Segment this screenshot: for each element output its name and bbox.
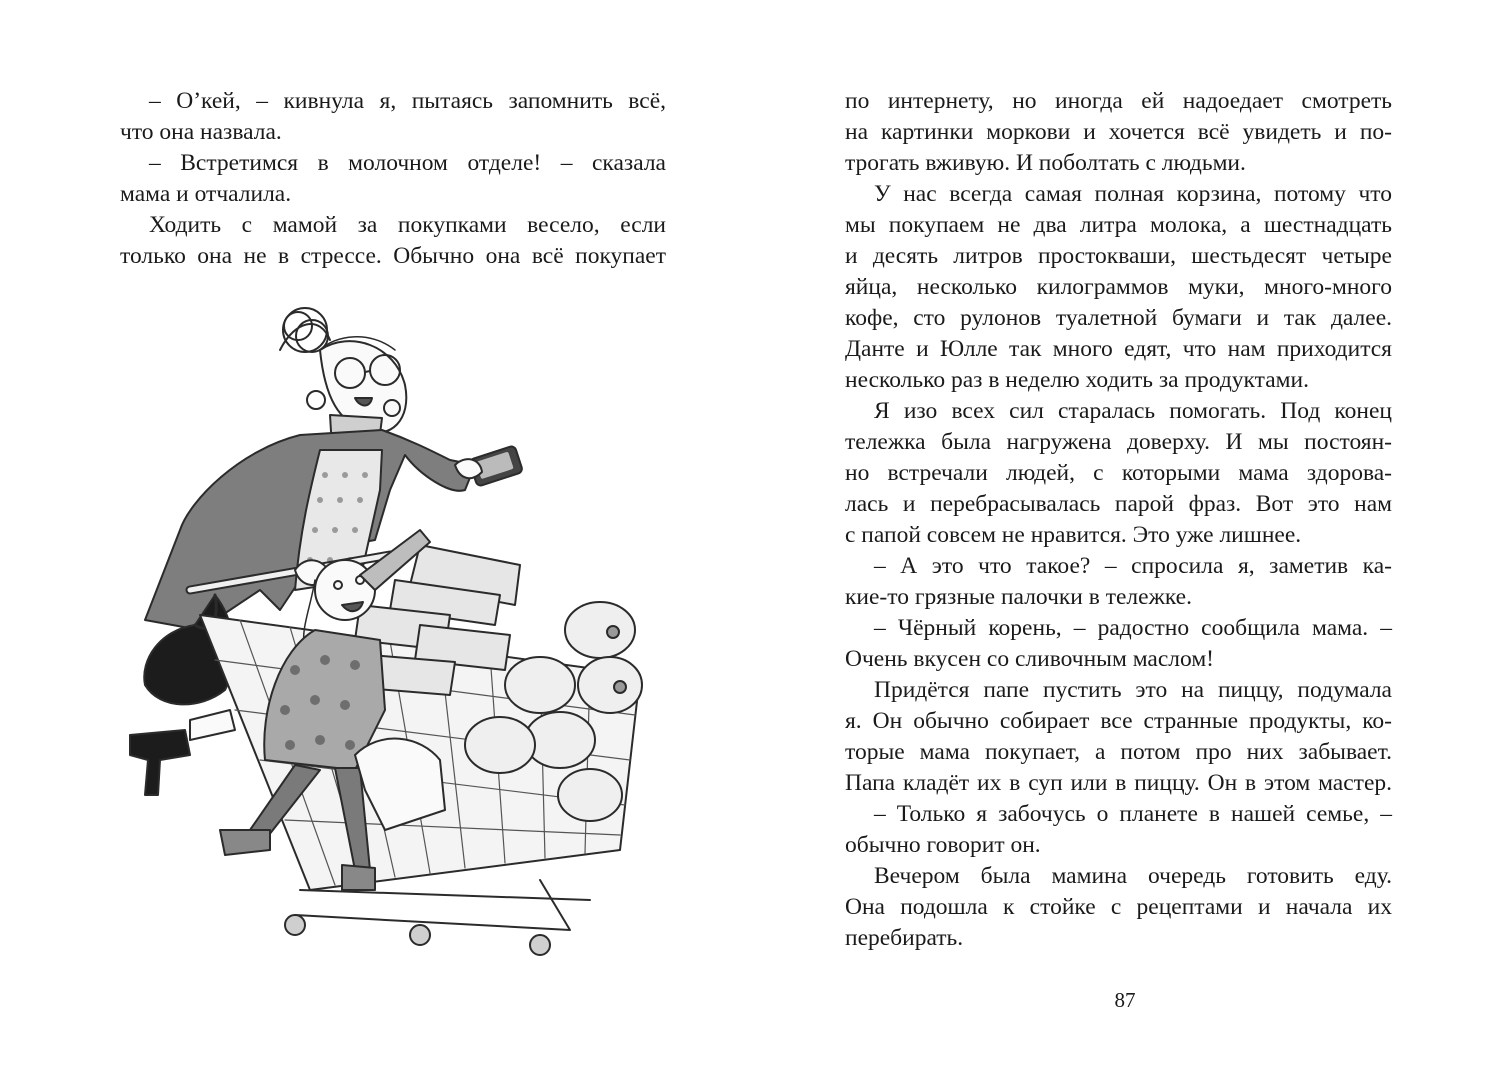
text-line: Папа кладёт их в суп или в пиццу. Он в этом мастер. <box>845 770 1392 796</box>
text-line: и десять литров простокваши, шестьдесят четыре <box>845 243 1392 269</box>
text-line: Данте и Юлле так много едят, что нам приходится <box>845 336 1392 362</box>
cart-wheel <box>410 925 430 945</box>
text-line: на картинки моркови и хочется всё увидеть и по- <box>845 119 1392 145</box>
text-line: торые мама покупает, а потом про них забывает. <box>845 739 1392 765</box>
text-line: У нас всегда самая полная корзина, потому что <box>874 181 1392 207</box>
text-line: – Только я забочусь о планете в нашей семье, – <box>874 801 1392 827</box>
text-line: с папой совсем не нравится. Это уже лишнее. <box>845 522 1302 548</box>
text-line: по интернету, но иногда ей надоедает смотреть <box>845 88 1392 114</box>
text-line: перебирать. <box>845 925 964 951</box>
text-line: кофе, сто рулонов туалетной бумаги и так далее. <box>845 305 1392 331</box>
text-line: Ходить с мамой за покупками весело, если <box>149 212 666 238</box>
text-line: несколько раз в неделю ходить за продуктами. <box>845 367 1309 393</box>
text-line: лась и перебрасывалась парой фраз. Вот это нам <box>845 491 1392 517</box>
shopping-cart-illustration <box>120 290 680 980</box>
text-line: что она назвала. <box>120 119 282 145</box>
text-line: Вечером была мамина очередь готовить еду. <box>874 863 1392 889</box>
text-line: Она подошла к стойке с рецептами и начала их <box>845 894 1392 920</box>
text-line: мама и отчалила. <box>120 181 292 207</box>
text-line: обычно говорит он. <box>845 832 1041 858</box>
text-line: – А это что такое? – спросила я, заметив ка- <box>874 553 1392 579</box>
hair-bun <box>280 308 330 352</box>
text-line: – Чёрный корень, – радостно сообщила мама. – <box>874 615 1392 641</box>
text-line: мы покупаем не два литра молока, а шестнадцать <box>845 212 1392 238</box>
text-line: Я изо всех сил старалась помогать. Под конец <box>874 398 1392 424</box>
text-line: я. Он обычно собирает все странные продукты, ко- <box>845 708 1392 734</box>
text-line: – О’кей, – кивнула я, пытаясь запомнить всё, <box>149 88 666 114</box>
text-line: яйца, несколько килограммов муки, много-много <box>845 274 1392 300</box>
text-line: но встречали людей, с которыми мама здорова- <box>845 460 1392 486</box>
text-line: Очень вкусен со сливочным маслом! <box>845 646 1215 672</box>
text-line: тележка была нагружена доверху. И мы постоян- <box>845 429 1392 455</box>
page-number: 87 <box>1114 988 1136 1012</box>
left-text-column <box>120 86 666 272</box>
text-line: только она не в стрессе. Обычно она всё покупает <box>120 243 666 269</box>
right-page <box>755 0 1511 1080</box>
cart-wheel <box>530 935 550 955</box>
right-text-column <box>845 86 1392 954</box>
cart-wheel <box>285 915 305 935</box>
text-line: трогать вживую. И поболтать с людьми. <box>845 150 1246 176</box>
text-line: – Встретимся в молочном отделе! – сказала <box>149 150 666 176</box>
daughter-head <box>315 560 375 620</box>
boot <box>130 730 190 795</box>
text-line: Придётся папе пустить это на пиццу, подумала <box>874 677 1392 703</box>
text-line: кие-то грязные палочки в тележке. <box>845 584 1192 610</box>
left-page <box>0 0 755 1080</box>
